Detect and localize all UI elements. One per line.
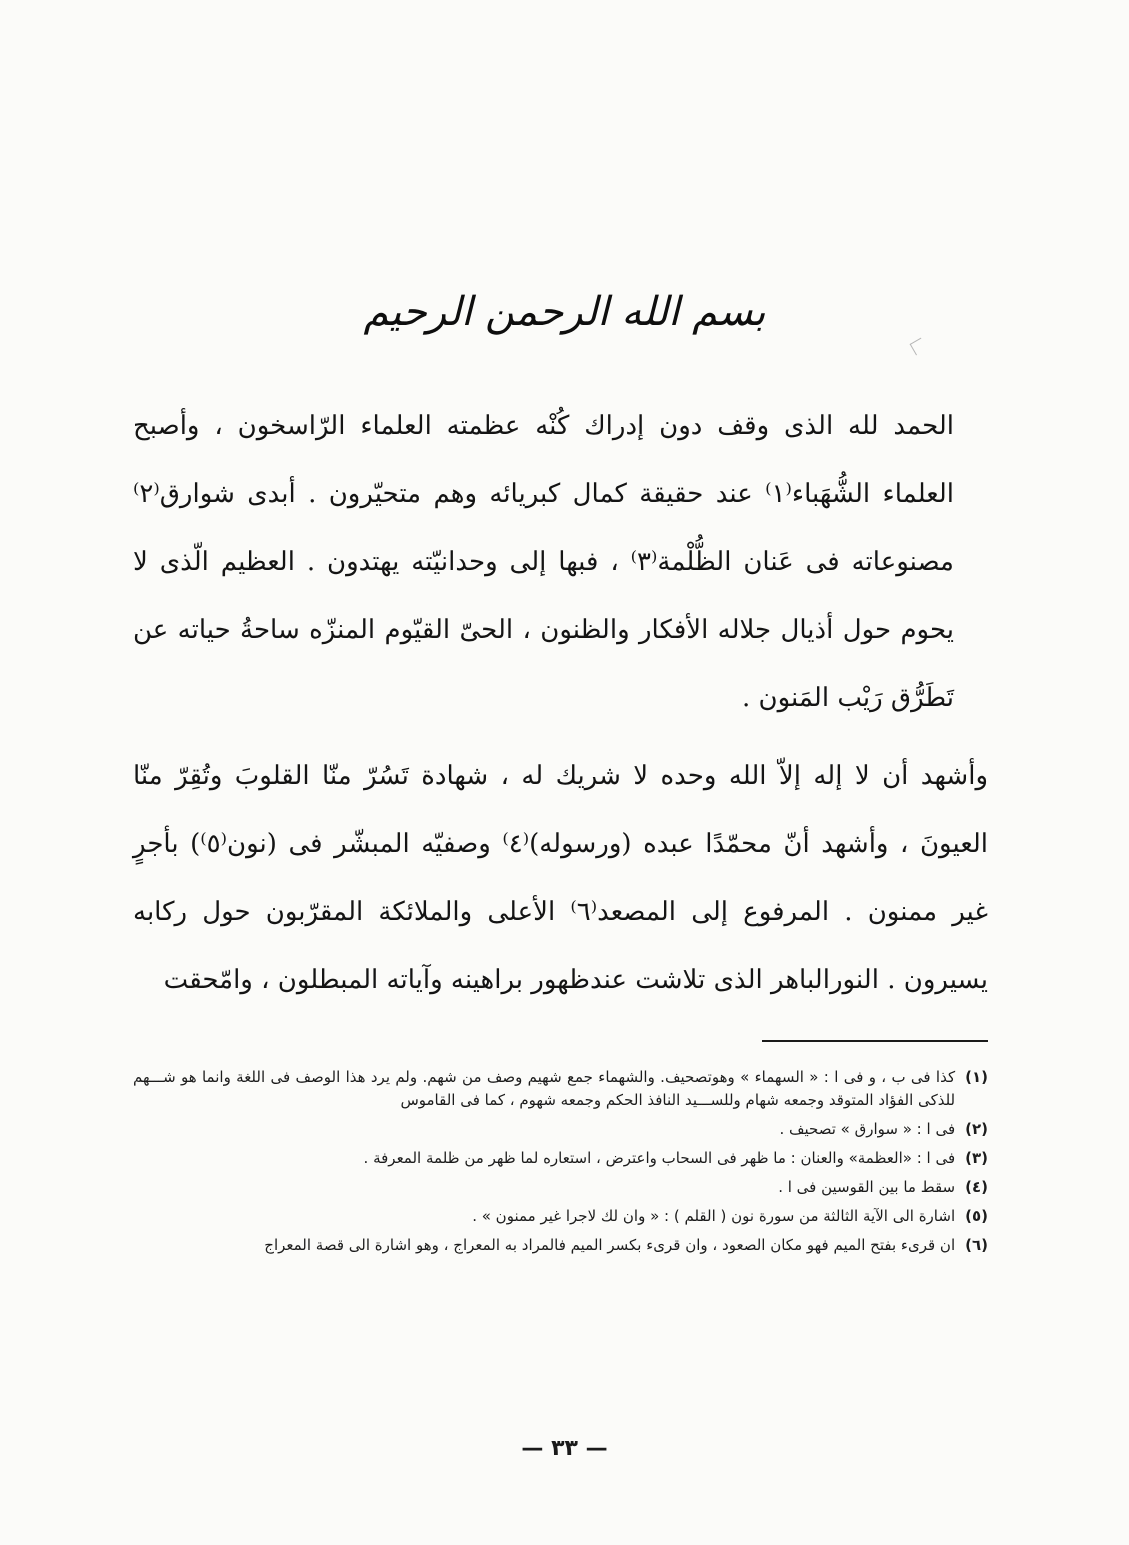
footnote-number: (٣)	[965, 1149, 988, 1167]
main-text	[133, 392, 988, 1014]
footnote-text: كذا فى ب ، و فى ا : « السهماء » وهوتصحيف. والشهماء جمع شهيم وصف من شهم. ولم يرد هذا الوصف فى اللغة وانما هو شـــهم للذكى الفؤاد المتوقد وجمعه شهام وللســـيد النافذ الحكم وجمعه شهوم ، كما فى القاموس	[133, 1068, 956, 1109]
footnote-text: فى ا : «العظمة» والعنان : ما ظهر فى السحاب واعترض ، استعاره لما ظهر من ظلمة المعرفة .	[363, 1149, 956, 1167]
paragraph-1: الحمد لله الذى وقف دون إدراك كُنْه عظمته العلماء الرّاسخون ، وأصبح العلماء الشُّهَباء⁽١⁾ عند حقيقة كمال كبريائه وهم متحيّرون . أبدى شوارق⁽٢⁾ مصنوعاته فى عَنان الظُّلْمة⁽٣⁾ ، فبها إلى وحدانيّته يهتدون . العظيم الّذى لا يحوم حول أذيال جلاله الأفكار والظنون ، الحىّ القيّوم المنزّه ساحةُ حياته عن تَطَرُّق رَيْب المَنون .	[133, 411, 954, 713]
footnote-text: فى ا : « سوارق » تصحيف .	[779, 1120, 956, 1138]
footnote-text: سقط ما بين القوسين فى ا .	[778, 1178, 956, 1196]
footnotes	[133, 1066, 988, 1263]
footnote-text: اشارة الى الآية الثالثة من سورة نون ( القلم ) : « وان لك لاجرا غير ممنون » .	[472, 1207, 956, 1225]
footnote-number: (٥)	[965, 1207, 988, 1225]
footnote-separator	[762, 1040, 988, 1042]
page-number: — ٣٣ —	[521, 1436, 608, 1461]
footnote-number: (١)	[965, 1068, 988, 1086]
footnote-item	[133, 1234, 988, 1257]
footnote-number: (٦)	[965, 1236, 988, 1254]
footnote-item	[133, 1066, 988, 1112]
paragraph-2: وأشهد أن لا إله إلاّ الله وحده لا شريك له ، شهادة تَسُرّ منّا القلوبَ وتُقِرّ منّا العيونَ ، وأشهد أنّ محمّدًا عبده (ورسوله)⁽٤⁾ وصفيّه المبشّر فى (نون⁽٥⁾) بأجرٍ غير ممنون . المرفوع إلى المصعد⁽٦⁾ الأعلى والملائكة المقرّبون حول ركابه يسيرون . النورالباهر الذى تلاشت عندظهور براهينه وآياته المبطلون ، وامّحقت	[133, 761, 989, 995]
basmala-heading: بسم الله الرحمن الرحيم	[363, 289, 766, 335]
footnote-item	[133, 1176, 988, 1199]
footnote-text: ان قرىء بفتح الميم فهو مكان الصعود ، وان قرىء بكسر الميم فالمراد به المعراج ، وهو اشارة الى قصة المعراج	[264, 1236, 956, 1254]
footnote-item	[133, 1118, 988, 1141]
footnote-number: (٤)	[965, 1178, 988, 1196]
footnote-number: (٢)	[965, 1120, 988, 1138]
footnote-item	[133, 1205, 988, 1228]
footnote-item	[133, 1147, 988, 1170]
